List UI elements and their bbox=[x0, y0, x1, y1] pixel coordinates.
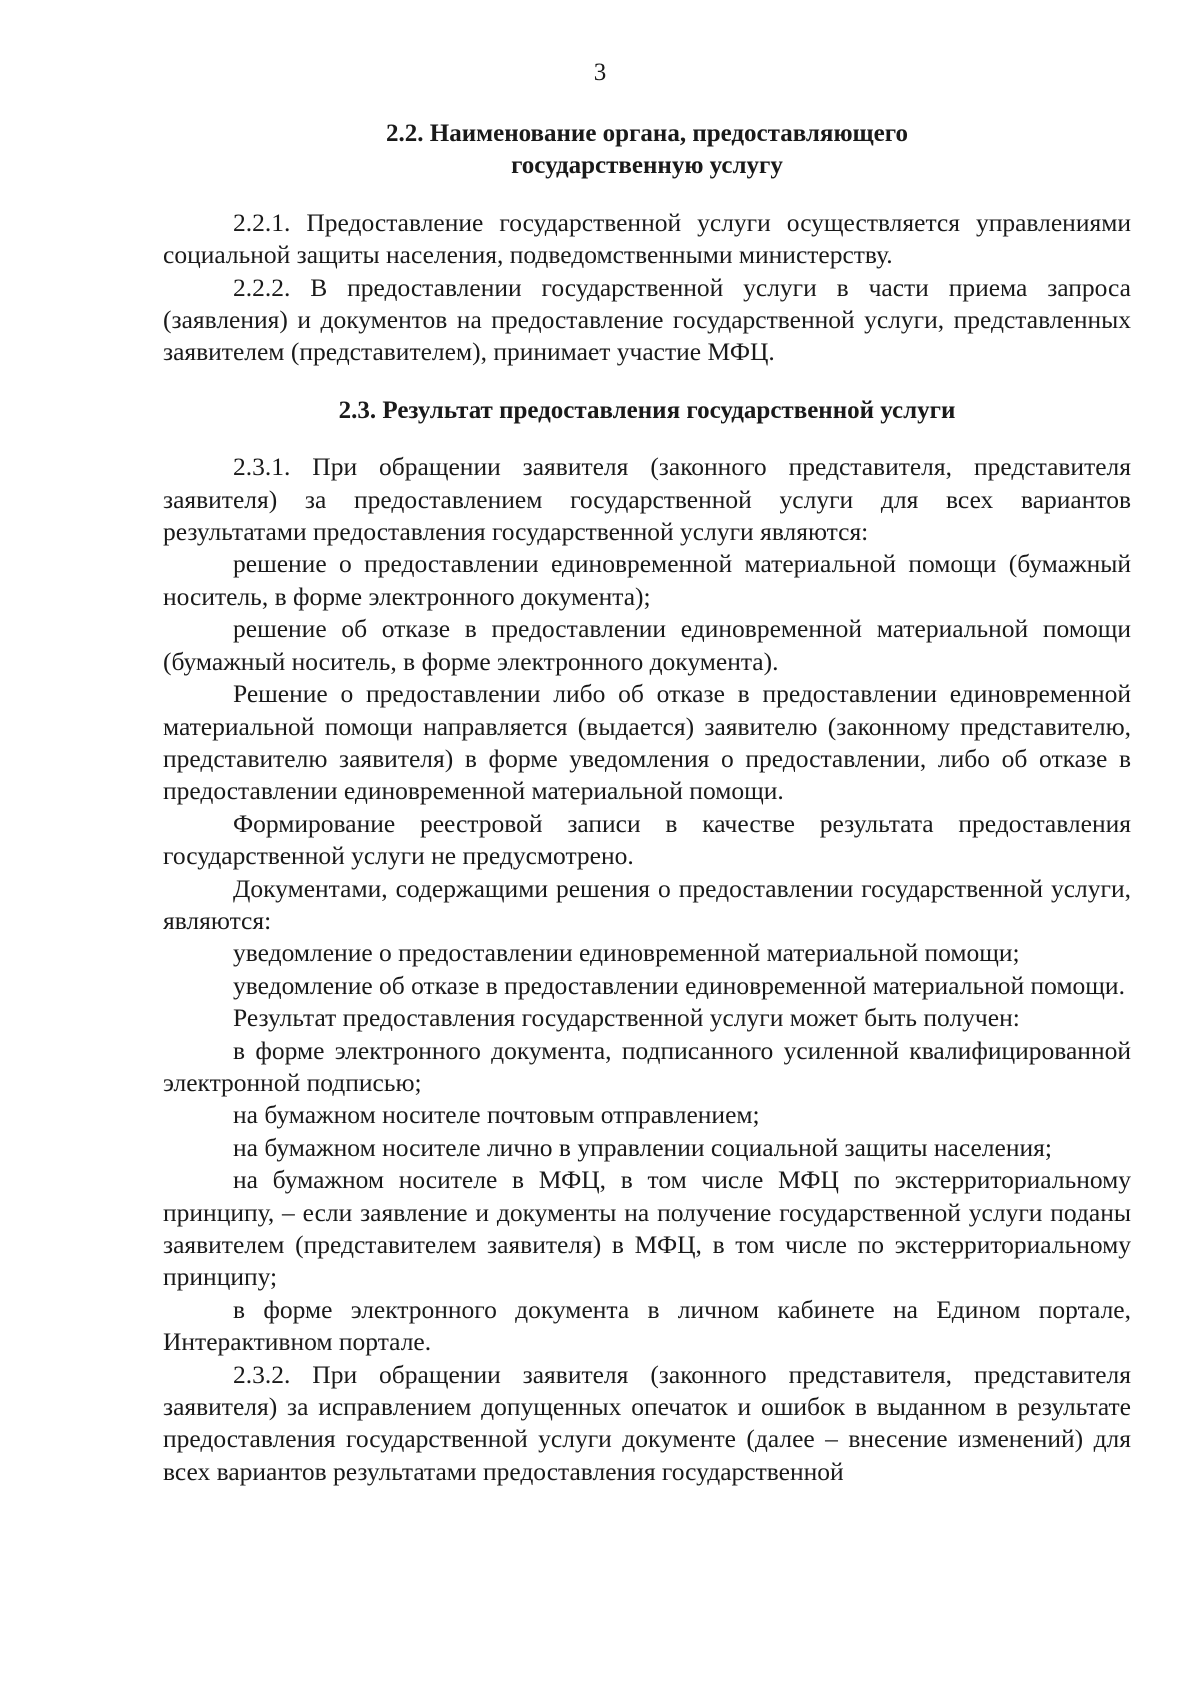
paragraph: Результат предоставления государственной услуги может быть получен: bbox=[233, 1003, 1020, 1033]
paragraph-2-3-2: 2.3.2. При обращении заявителя (законного представителя, представителя заявителя) за исправлением допущенных опечаток и ошибок в выданном в результате предоставления государственной услуги документе (далее – внесение изменений) для всех вариантов результатами предоставления государственной bbox=[163, 1359, 1131, 1486]
paragraph: в форме электронного документа в личном кабинете на Едином портале, Интерактивном портале. bbox=[163, 1294, 1131, 1357]
paragraph: решение об отказе в предоставлении единовременной материальной помощи (бумажный носитель, в форме электронного документа). bbox=[163, 614, 1131, 676]
heading-line: 2.2. Наименование органа, предоставляющего bbox=[386, 120, 908, 147]
paragraph: уведомление о предоставлении единовременной материальной помощи; bbox=[233, 938, 1020, 968]
heading-line: государственную услугу bbox=[511, 152, 783, 180]
paragraph: Решение о предоставлении либо об отказе в предоставлении единовременной материальной помощи направляется (выдается) заявителю (законному представителю, представителю заявителя) в форме уведомления о предоставлении, либо об отказе в предоставлении единовременной материальной помощи. bbox=[163, 679, 1131, 806]
paragraph-2-2-1: 2.2.1. Предоставление государственной услуги осуществляется управлениями социальной защиты населения, подведомственными министерству. bbox=[163, 207, 1131, 270]
paragraph: на бумажном носителе почтовым отправлением; bbox=[233, 1100, 760, 1130]
paragraph-2-2-2: 2.2.2. В предоставлении государственной услуги в части приема запроса (заявления) и документов на предоставление государственной услуги, представленных заявителем (представителем), принимает участие МФЦ. bbox=[163, 272, 1131, 367]
paragraph: на бумажном носителе лично в управлении социальной защиты населения; bbox=[233, 1132, 1052, 1162]
paragraph: решение о предоставлении единовременной материальной помощи (бумажный носитель, в форме электронного документа); bbox=[163, 549, 1131, 611]
paragraph: на бумажном носителе в МФЦ, в том числе МФЦ по экстерриториальному принципу, – если заявление и документы на получение государственной услуги поданы заявителем (представителем заявителя) в МФЦ, в том числе по экстерриториальному принципу; bbox=[163, 1165, 1131, 1292]
paragraph: Документами, содержащими решения о предоставлении государственной услуги, являются: bbox=[163, 873, 1131, 935]
document-body bbox=[163, 118, 1131, 1488]
paragraph-2-3-1: 2.3.1. При обращении заявителя (законного представителя, представителя заявителя) за предоставлением государственной услуги для всех вариантов результатами предоставления государственной услуги являются: bbox=[163, 452, 1131, 547]
section-heading-2-2 bbox=[163, 118, 1131, 183]
paragraph: уведомление об отказе в предоставлении единовременной материальной помощи. bbox=[233, 970, 1125, 1000]
page-number: 3 bbox=[593, 59, 607, 86]
paragraph: в форме электронного документа, подписанного усиленной квалифицированной электронной подписью; bbox=[163, 1035, 1131, 1097]
paragraph: Формирование реестровой записи в качестве результата предоставления государственной услуги не предусмотрено. bbox=[163, 808, 1131, 871]
section-heading-2-3: 2.3. Результат предоставления государственной услуги bbox=[338, 396, 956, 424]
